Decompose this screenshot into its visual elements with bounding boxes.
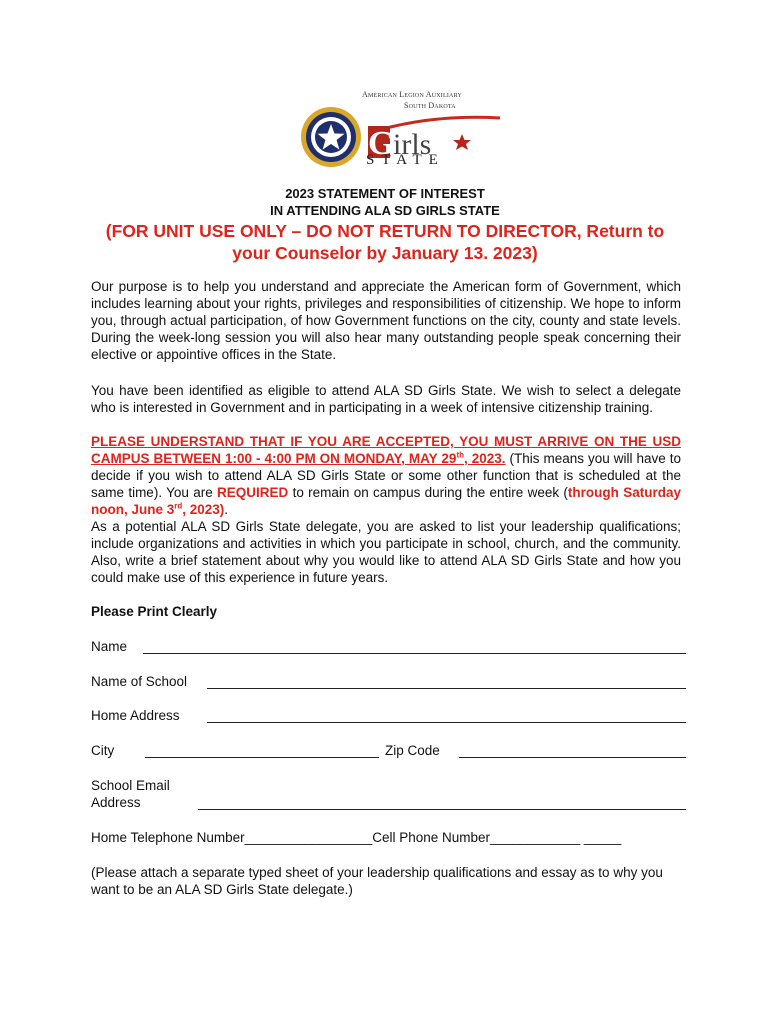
unit-use-notice-line1: (FOR UNIT USE ONLY – DO NOT RETURN TO DIRECTOR, Return to xyxy=(105,221,665,241)
zip-label: Zip Code xyxy=(385,743,440,758)
city-label: City xyxy=(91,743,115,758)
email-field[interactable] xyxy=(198,809,686,810)
decide-text: (This means you will have to decide if you wish to attend ALA SD Girls State or some other function that is scheduled at the same time). You are xyxy=(91,451,681,500)
logo-state-text: STATE xyxy=(366,152,445,168)
attachment-note xyxy=(91,864,681,898)
home-address-label: Home Address xyxy=(91,708,180,723)
school-field[interactable] xyxy=(207,688,686,689)
phone-fields[interactable]: Home Telephone Number_________________Cell Phone Number____________ _____ xyxy=(91,830,622,845)
school-label: Name of School xyxy=(91,674,188,689)
home-address-field[interactable] xyxy=(207,722,686,723)
print-clearly-heading: Please Print Clearly xyxy=(91,604,218,619)
arrival-text xyxy=(91,433,681,518)
name-label: Name xyxy=(91,639,128,654)
statement-title: 2023 STATEMENT OF INTEREST xyxy=(285,186,485,201)
ala-emblem-icon xyxy=(300,106,362,168)
delegate-text: As a potential ALA SD Girls State delegate, you are asked to list your leadership qualifications; include organizations and activities in which you participate in school, church, and the community. Also, write a brief statement about why you would like to attend ALA SD Girls State and how you could make use of this experience in future years. xyxy=(91,519,681,585)
logo-block xyxy=(300,88,500,172)
unit-use-notice-line2: your Counselor by January 13. 2023) xyxy=(232,243,538,263)
through-date-sup: rd xyxy=(174,501,183,511)
through-date-year: , 2023) xyxy=(182,502,225,517)
purpose-text: Our purpose is to help you understand and appreciate the American form of Government, which includes learning about your rights, privileges and responsibilities of citizenship. We hope to inform you, through actual participation, of how Government functions on the city, county and state levels. During the week-long session you will also hear many outstanding people speak concerning their elective or appointive offices in the State. xyxy=(91,279,681,362)
eligibility-paragraph xyxy=(91,382,681,416)
decide-end: . xyxy=(224,502,229,517)
delegate-paragraph xyxy=(91,518,681,586)
org-name-line1: American Legion Auxiliary xyxy=(362,90,462,99)
email-label-line2: Address xyxy=(91,795,141,810)
svg-text:irls: irls xyxy=(393,128,432,161)
svg-text:G: G xyxy=(368,125,395,162)
zip-field[interactable] xyxy=(459,757,686,758)
purpose-paragraph xyxy=(91,278,681,363)
required-text: REQUIRED xyxy=(217,485,289,500)
through-date-text: through Saturday noon, June 3 xyxy=(91,485,681,517)
email-label-line1: School Email xyxy=(91,778,170,793)
attachment-note-text: (Please attach a separate typed sheet of your leadership qualifications and essay as to why you want to be an ALA SD Girls State delegate.) xyxy=(91,865,663,897)
arrival-warning-year: , 2023. xyxy=(464,451,506,466)
org-name-line2: South Dakota xyxy=(404,101,456,110)
city-field[interactable] xyxy=(145,757,379,758)
statement-subtitle: IN ATTENDING ALA SD GIRLS STATE xyxy=(270,203,500,218)
arrival-paragraph xyxy=(91,433,681,518)
eligibility-text: You have been identified as eligible to attend ALA SD Girls State. We wish to select a delegate who is interested in Government and in participating in a week of intensive citizenship training. xyxy=(91,383,681,415)
arrival-warning-sup: th xyxy=(456,450,464,460)
arrival-warning-text: PLEASE UNDERSTAND THAT IF YOU ARE ACCEPTED, YOU MUST ARRIVE ON THE USD CAMPUS BETWEEN 1:00 - 4:00 PM ON MONDAY, MAY 29 xyxy=(91,434,681,466)
decide-text-2: to remain on campus during the entire week ( xyxy=(288,485,568,500)
name-field[interactable] xyxy=(143,653,686,654)
